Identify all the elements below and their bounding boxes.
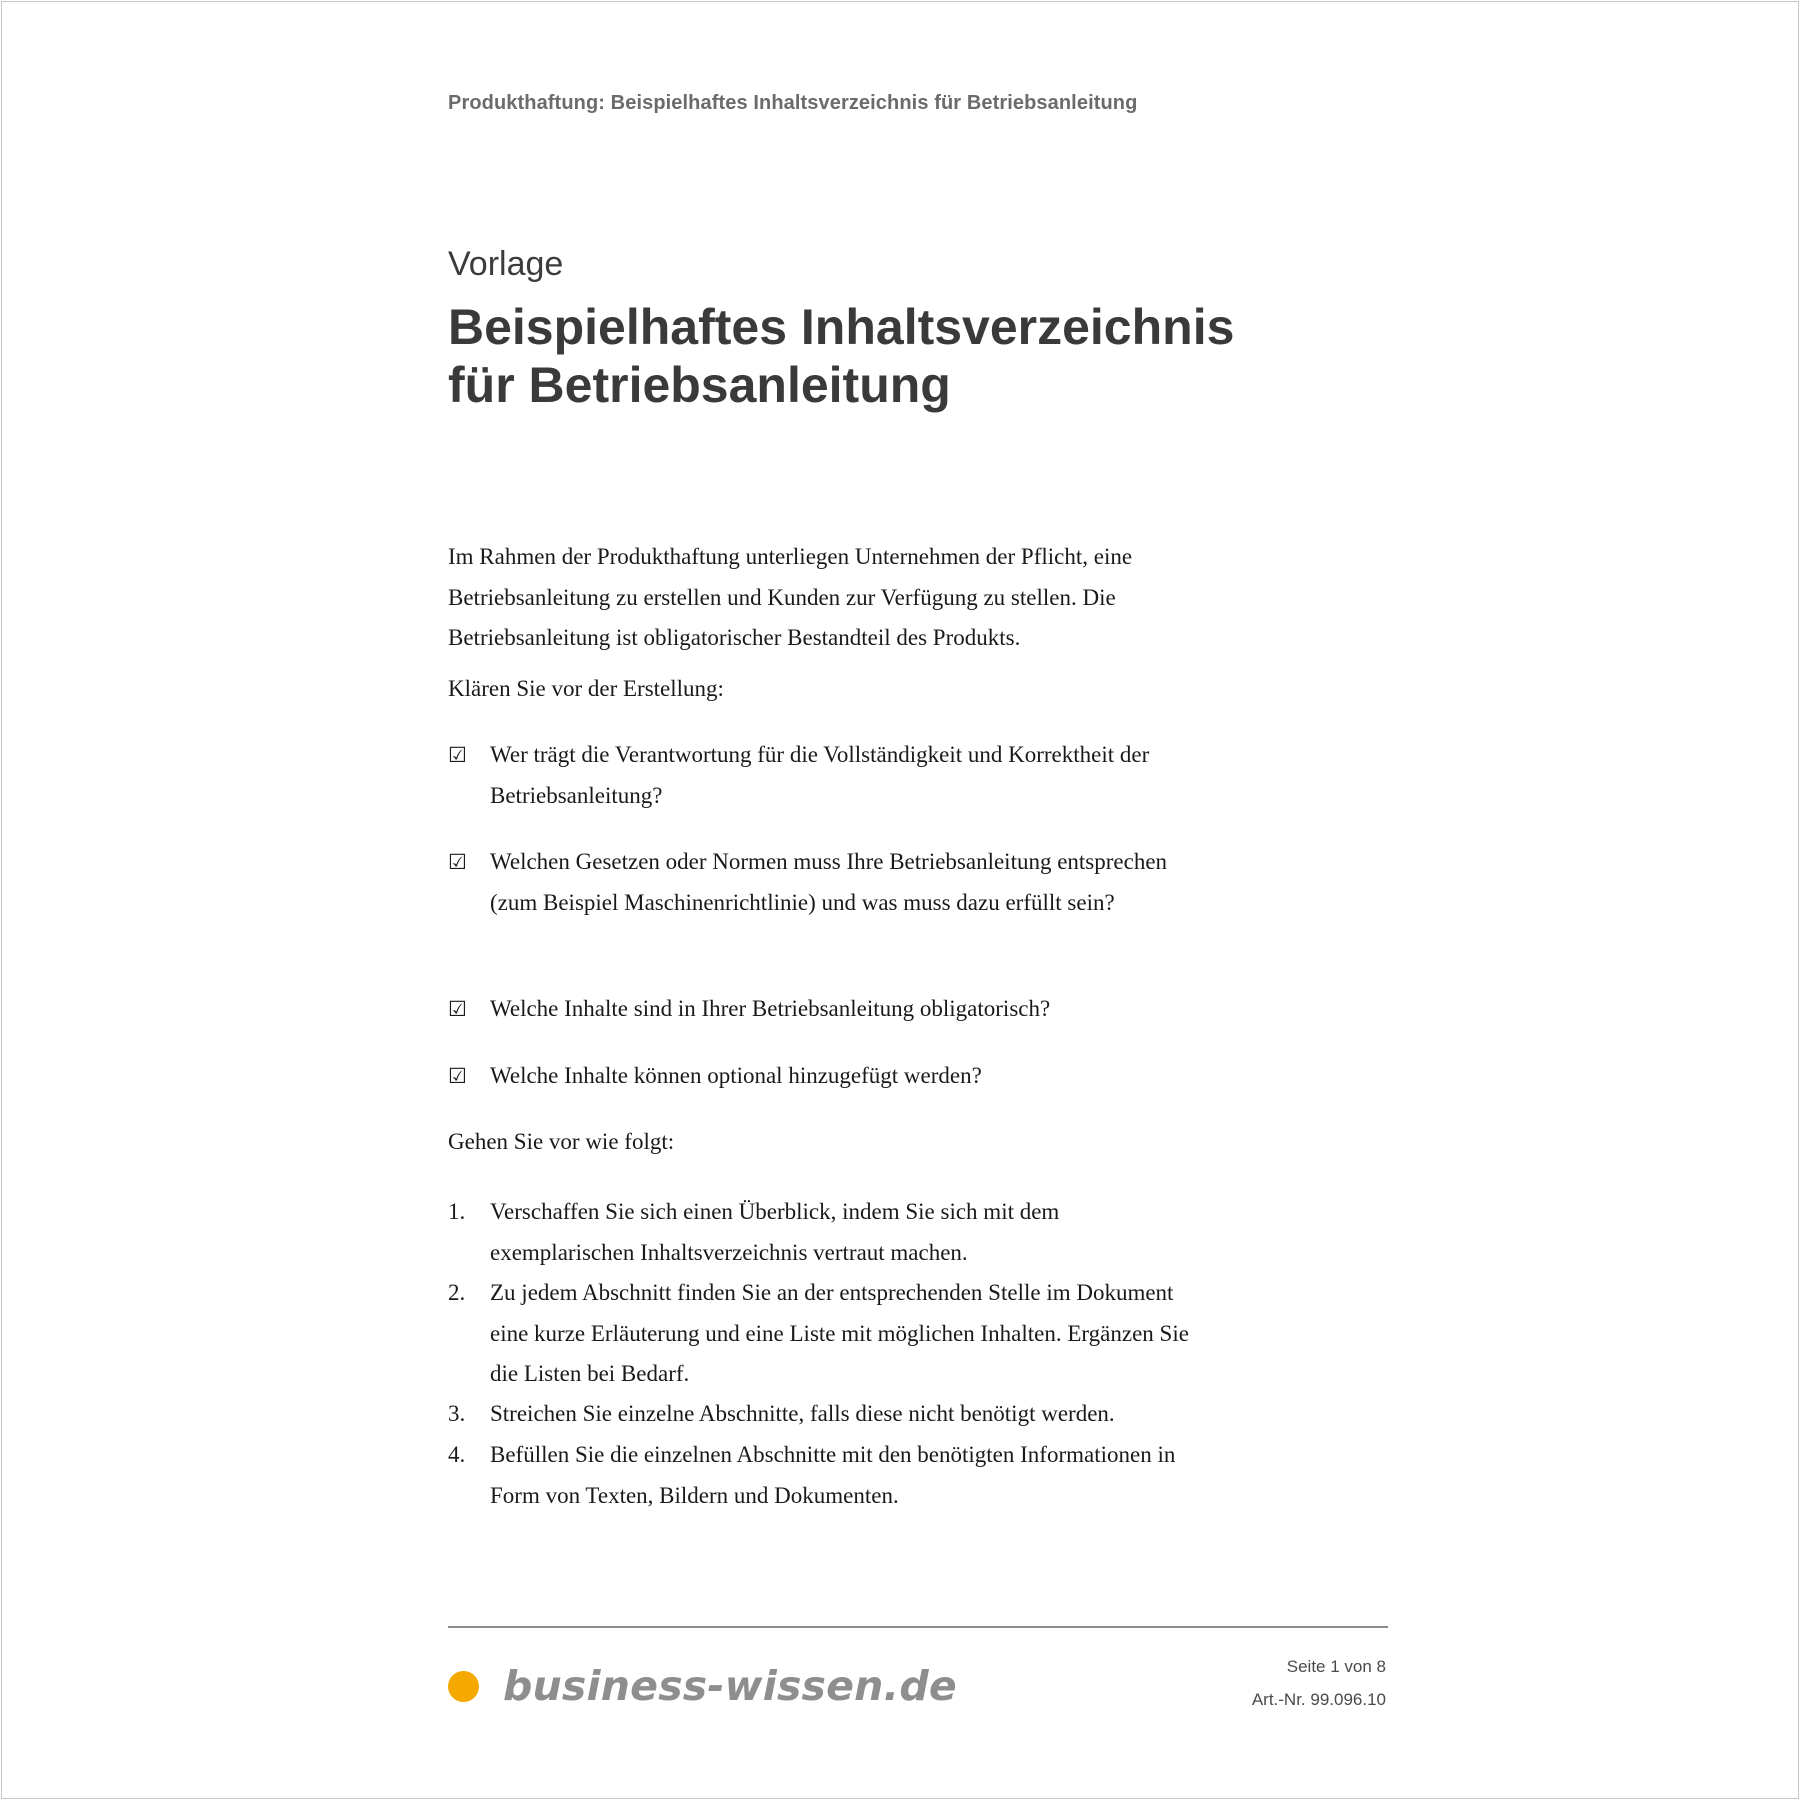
numbered-step (448, 1435, 1208, 1516)
step-text: Befüllen Sie die einzelnen Abschnitte mit den benötigten Informationen in Form von Texten, Bildern und Dokumenten. (490, 1442, 1176, 1508)
intro-paragraph: Im Rahmen der Produkthaftung unterliegen Unternehmen der Pflicht, eine Betriebsanleitung zu erstellen und Kunden zur Verfügung zu stellen. Die Betriebsanleitung ist obligatorischer Bestandteil des Produkts. (448, 544, 1133, 650)
step-text: Streichen Sie einzelne Abschnitte, falls diese nicht benötigt werden. (490, 1401, 1115, 1426)
checked-checkbox-icon: ☑ (448, 850, 467, 874)
checklist-item-text: Welche Inhalte sind in Ihrer Betriebsanleitung obligatorisch? (490, 996, 1051, 1021)
business-wissen-logo (448, 1662, 957, 1710)
logo-dot-icon (448, 1671, 479, 1702)
checklist-item-text: Welche Inhalte können optional hinzugefügt werden? (490, 1063, 982, 1088)
footer-meta (1252, 1650, 1386, 1716)
checked-checkbox-icon: ☑ (448, 1064, 467, 1088)
document-title: Beispielhaftes Inhaltsverzeichnis für Betriebsanleitung (448, 299, 1235, 413)
checklist-item (448, 735, 1208, 816)
checklist-item (448, 1056, 1208, 1097)
checklist-item-text: Wer trägt die Verantwortung für die Vollständigkeit und Korrektheit der Betriebsanleitung? (490, 742, 1150, 808)
numbered-step (448, 1273, 1208, 1395)
checked-checkbox-icon: ☑ (448, 997, 467, 1021)
page-number: Seite 1 von 8 (1286, 1657, 1386, 1676)
checklist-lead-in: Klären Sie vor der Erstellung: (448, 676, 724, 701)
step-text: Verschaffen Sie sich einen Überblick, indem Sie sich mit dem exemplarischen Inhaltsverzeichnis vertraut machen. (490, 1199, 1060, 1265)
checklist-item-text: Welchen Gesetzen oder Normen muss Ihre Betriebsanleitung entsprechen (zum Beispiel Maschinenrichtlinie) und was muss dazu erfüllt sein? (490, 849, 1168, 915)
numbered-step (448, 1192, 1208, 1273)
step-number: 4. (448, 1442, 466, 1467)
step-number: 3. (448, 1401, 466, 1426)
checked-checkbox-icon: ☑ (448, 743, 467, 767)
checklist-item (448, 989, 1208, 1030)
running-header: Produkthaftung: Beispielhaftes Inhaltsverzeichnis für Betriebsanleitung (448, 92, 1138, 114)
checklist-item (448, 842, 1208, 923)
numbered-step (448, 1394, 1208, 1435)
step-number: 2. (448, 1280, 466, 1305)
logo-text: business-wissen.de (503, 1662, 957, 1710)
document-kicker: Vorlage (448, 245, 564, 283)
article-number: Art.-Nr. 99.096.10 (1251, 1690, 1386, 1709)
step-text: Zu jedem Abschnitt finden Sie an der entsprechenden Stelle im Dokument eine kurze Erläuterung und eine Liste mit möglichen Inhalten. Ergänzen Sie die Listen bei Bedarf. (490, 1280, 1189, 1386)
steps-lead-in: Gehen Sie vor wie folgt: (448, 1129, 675, 1154)
footer-divider (448, 1626, 1388, 1628)
step-number: 1. (448, 1199, 466, 1224)
document-page (1, 1, 1799, 1799)
